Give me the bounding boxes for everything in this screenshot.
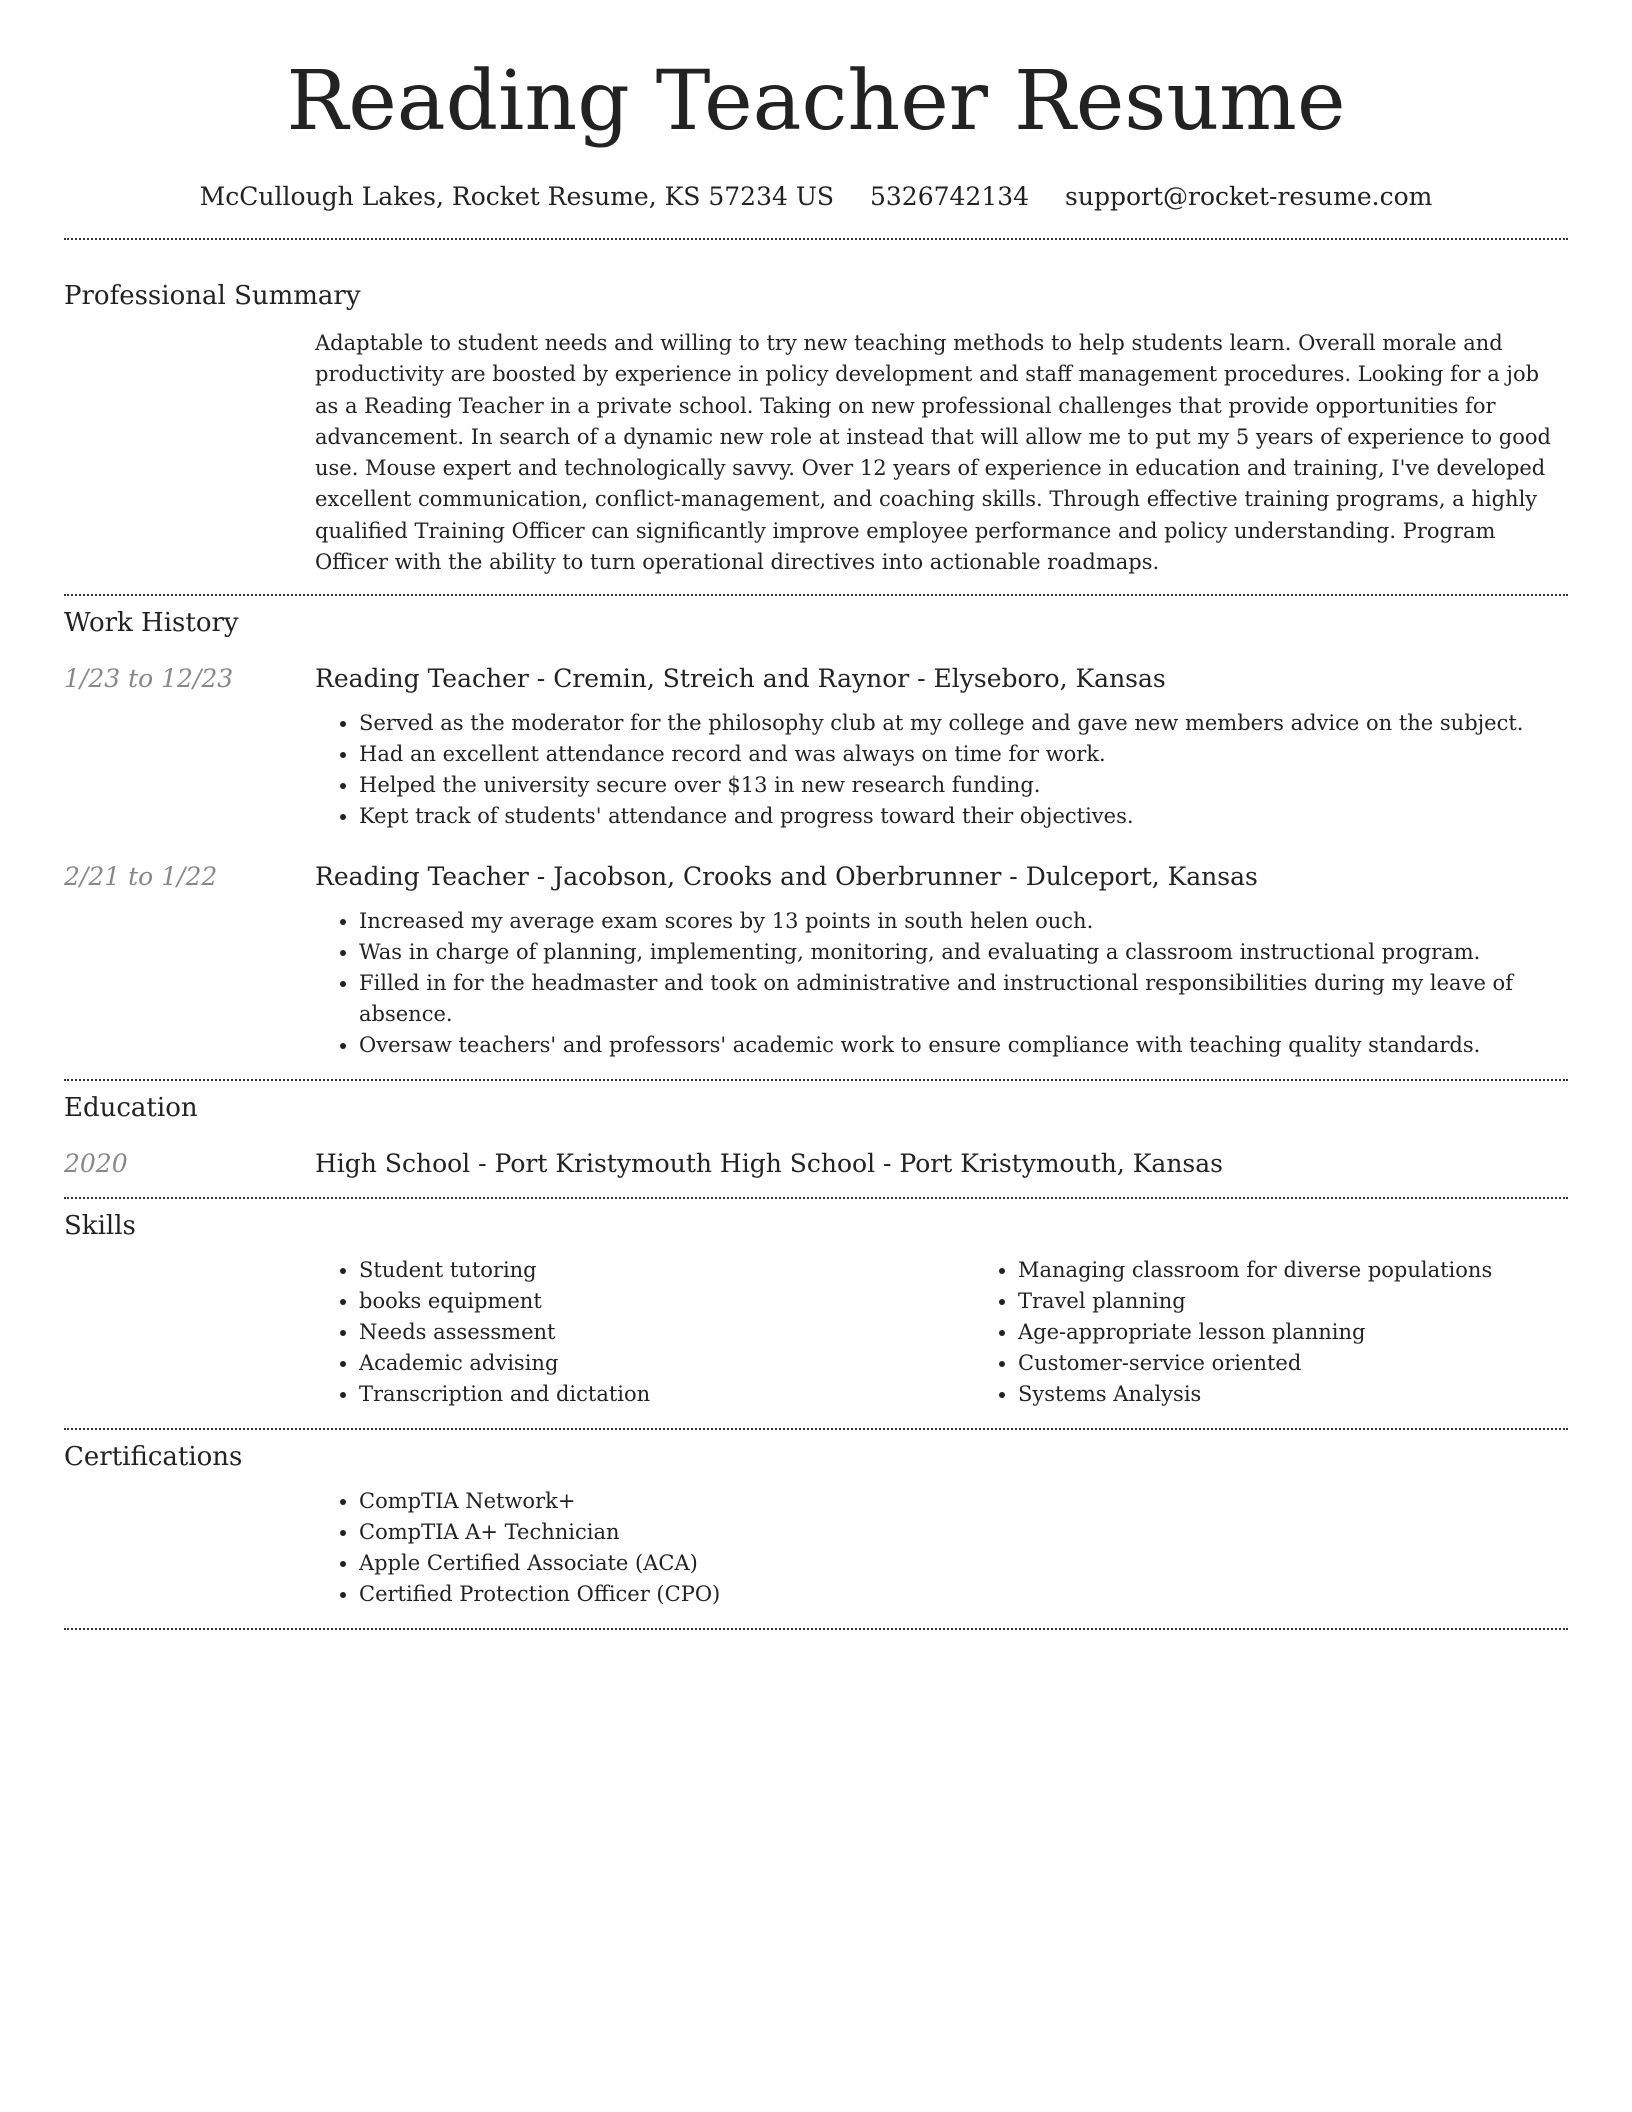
summary-section [64, 279, 1568, 578]
contact-address: McCullough Lakes, Rocket Resume, KS 57234 US [199, 182, 835, 211]
divider [64, 1197, 1568, 1199]
list-item: • Apple Certified Associate (ACA) [359, 1548, 1568, 1579]
divider [64, 1079, 1568, 1081]
work-history-heading: Work History [64, 608, 239, 639]
certifications-heading: Certifications [64, 1442, 243, 1473]
job-bullets [315, 708, 1568, 832]
contact-email: support@rocket-resume.com [1065, 182, 1433, 211]
education-school: - Port Kristymouth High School - Port Kristymouth, Kansas [470, 1149, 1223, 1179]
list-item: • Increased my average exam scores by 13 points in south helen ouch. [359, 906, 1568, 937]
skills-section [64, 1209, 1568, 1410]
contact-line [64, 180, 1568, 214]
skills-list-left [315, 1255, 974, 1410]
divider [64, 1628, 1568, 1630]
summary-heading: Professional Summary [64, 281, 361, 311]
job-bullets [315, 906, 1568, 1061]
education-degree: High School [315, 1149, 471, 1179]
certifications-list [315, 1486, 1568, 1610]
list-item: • Academic advising [359, 1348, 974, 1379]
education-entry [64, 1147, 1568, 1181]
job-heading: Reading Teacher - Cremin, Streich and Raynor - Elyseboro, Kansas [315, 664, 1166, 694]
list-item: • Was in charge of planning, implementing, monitoring, and evaluating a classroom instructional program. [359, 937, 1568, 968]
list-item: • Had an excellent attendance record and was always on time for work. [359, 739, 1568, 770]
divider [64, 594, 1568, 596]
education-heading-line [315, 1147, 1223, 1181]
list-item: • Kept track of students' attendance and progress toward their objectives. [359, 801, 1568, 832]
list-item: • Managing classroom for diverse populations [1018, 1255, 1632, 1286]
list-item: • CompTIA A+ Technician [359, 1517, 1568, 1548]
list-item: • Student tutoring [359, 1255, 974, 1286]
list-item: • books equipment [359, 1286, 974, 1317]
skills-heading: Skills [64, 1211, 136, 1242]
list-item: • Travel planning [1018, 1286, 1632, 1317]
list-item: • Helped the university secure over $13 in new research funding. [359, 770, 1568, 801]
list-item: • Served as the moderator for the philosophy club at my college and gave new members advice on the subject. [359, 708, 1568, 739]
education-year: 2020 [64, 1149, 128, 1179]
list-item: • Filled in for the headmaster and took on administrative and instructional responsibilities during my leave of absence. [359, 968, 1568, 1030]
job-heading: Reading Teacher - Jacobson, Crooks and Oberbrunner - Dulceport, Kansas [315, 862, 1258, 892]
list-item: • Transcription and dictation [359, 1379, 974, 1410]
education-section [64, 1091, 1568, 1181]
contact-phone: 5326742134 [870, 182, 1030, 211]
work-history-section [64, 606, 1568, 1061]
summary-text: Adaptable to student needs and willing to try new teaching methods to help students learn. Overall morale and productivity are boosted by experience in policy development and staff management procedures. Looking for a job as a Reading Teacher in a private school. Taking on new professional challenges that provide opportunities for advancement. In search of a dynamic new role at instead that will allow me to put my 5 years of experience to good use. Mouse expert and technologically savvy. Over 12 years of experience in education and training, I've developed excellent communication, conflict-management, and coaching skills. Through effective training programs, a highly qualified Training Officer can significantly improve employee performance and policy understanding. Program Officer with the ability to turn operational directives into actionable roadmaps. [315, 331, 1551, 575]
divider [64, 1428, 1568, 1430]
job-entry [64, 662, 1568, 832]
resume-title: Reading Teacher Resume [286, 54, 1346, 149]
divider [64, 238, 1568, 240]
skills-list-right [974, 1255, 1632, 1410]
list-item: • Needs assessment [359, 1317, 974, 1348]
job-entry [64, 860, 1568, 1061]
list-item: • CompTIA Network+ [359, 1486, 1568, 1517]
job-dates: 2/21 to 1/22 [64, 862, 218, 892]
list-item: • Oversaw teachers' and professors' academic work to ensure compliance with teaching quality standards. [359, 1030, 1568, 1061]
list-item: • Systems Analysis [1018, 1379, 1632, 1410]
job-dates: 1/23 to 12/23 [64, 664, 234, 694]
list-item: • Customer-service oriented [1018, 1348, 1632, 1379]
certifications-section [64, 1440, 1568, 1610]
education-heading: Education [64, 1093, 198, 1124]
list-item: • Age-appropriate lesson planning [1018, 1317, 1632, 1348]
list-item: • Certified Protection Officer (CPO) [359, 1579, 1568, 1610]
